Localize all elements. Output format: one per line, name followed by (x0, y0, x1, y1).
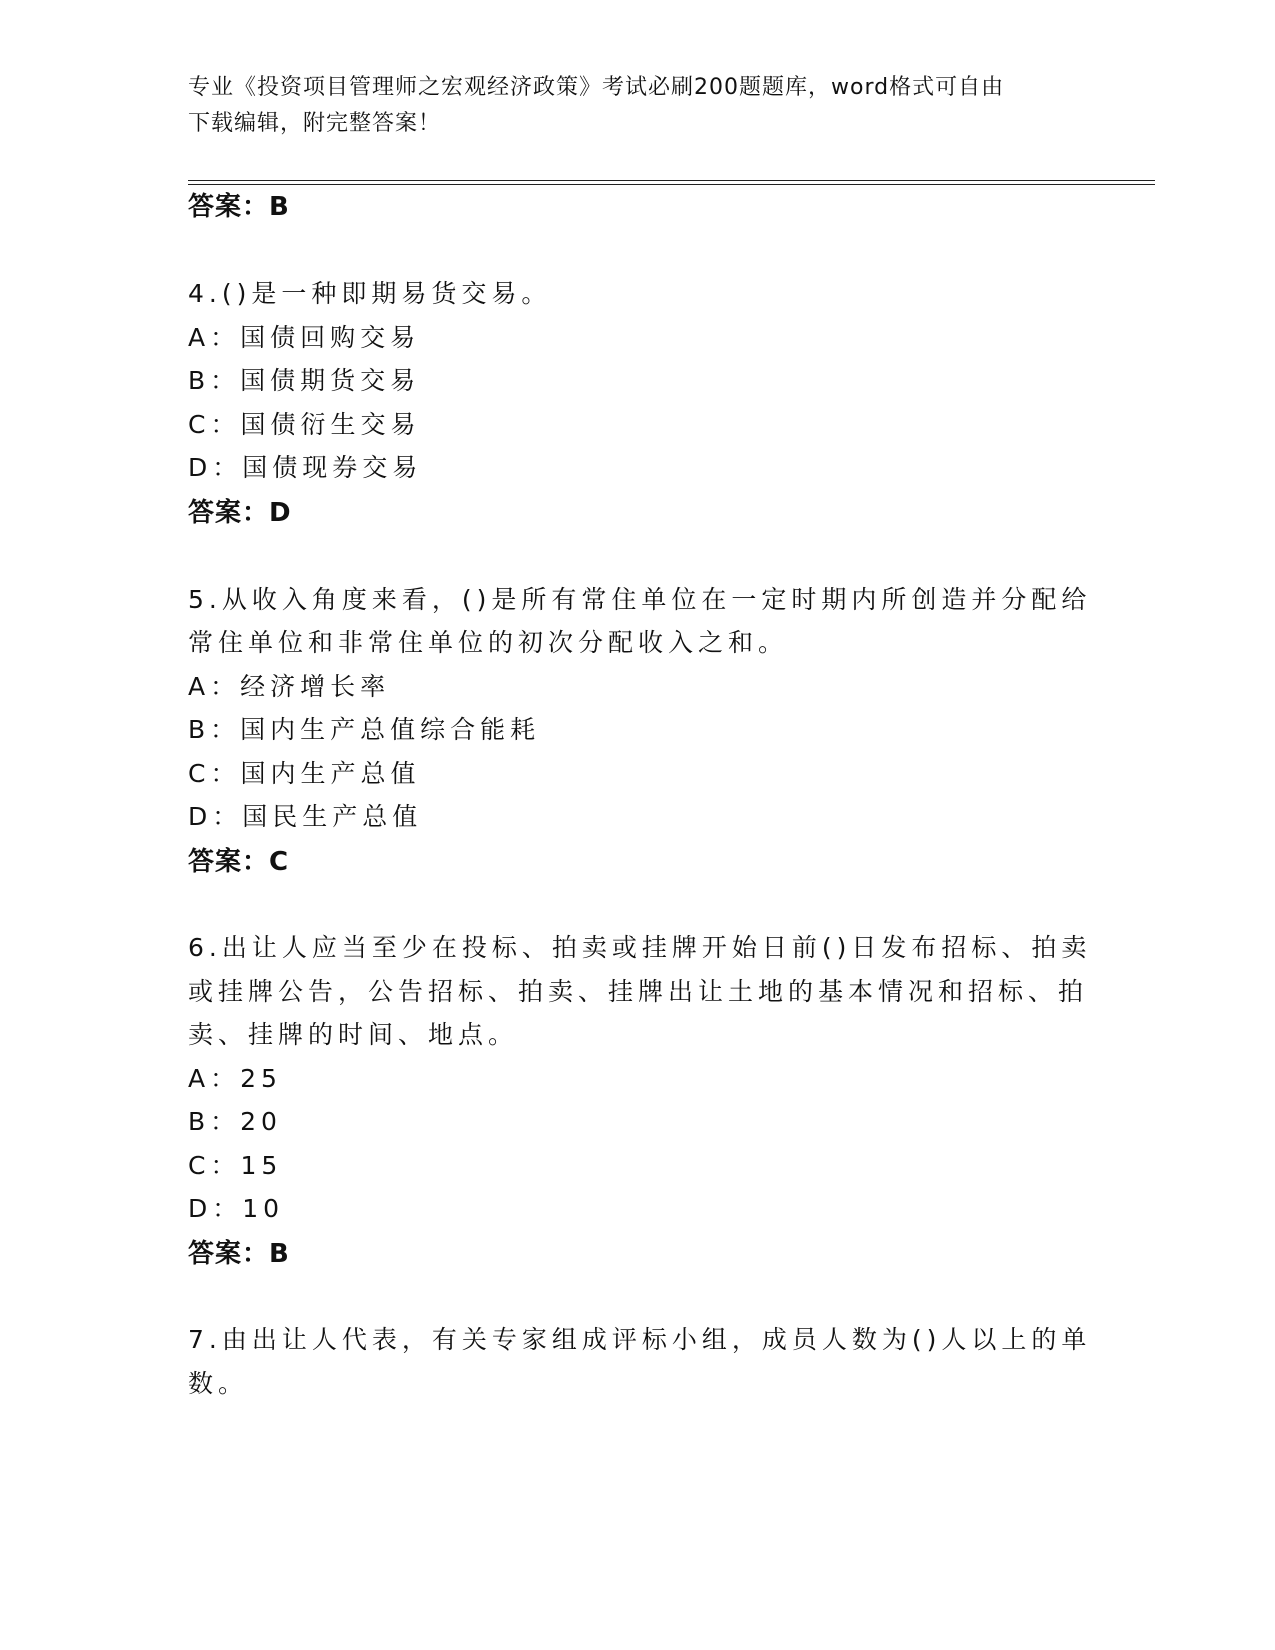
question-6-stem-line-3: 卖、挂牌的时间、地点。 (188, 1020, 519, 1049)
document-header (188, 70, 1068, 142)
question-6-stem-line-1: 6.出让人应当至少在投标、拍卖或挂牌开始日前()日发布招标、拍卖 (188, 933, 1092, 962)
question-4-option-b: B：国债期货交易 (188, 366, 421, 395)
header-line-2: 下载编辑，附完整答案！ (188, 111, 442, 136)
question-5-stem-line-2: 常住单位和非常住单位的初次分配收入之和。 (188, 628, 789, 657)
previous-answer: 答案：B (188, 192, 290, 222)
header-divider-bottom (188, 184, 1155, 185)
question-5-option-b: B：国内生产总值综合能耗 (188, 715, 541, 744)
question-7-stem-line-1: 7.由出让人代表，有关专家组成评标小组，成员人数为()人以上的单 (188, 1325, 1092, 1354)
question-4-option-d: D：国债现券交易 (188, 453, 423, 482)
question-5-option-c: C：国内生产总值 (188, 759, 421, 788)
question-6-answer: 答案：B (188, 1239, 290, 1269)
question-5-stem-line-1: 5.从收入角度来看，()是所有常住单位在一定时期内所创造并分配给 (188, 585, 1092, 614)
question-4-answer: 答案：D (188, 498, 292, 528)
question-6-stem-line-2: 或挂牌公告，公告招标、拍卖、挂牌出让土地的基本情况和招标、拍 (188, 977, 1089, 1006)
question-4-option-c: C：国债衍生交易 (188, 410, 421, 439)
question-5-answer: 答案：C (188, 847, 290, 877)
question-7-stem-line-2: 数。 (188, 1369, 249, 1398)
question-4-stem: 4.()是一种即期易货交易。 (188, 279, 552, 308)
header-line-1: 专业《投资项目管理师之宏观经济政策》考试必刷200题题库，word格式可自由 (188, 75, 1005, 100)
question-5-option-d: D：国民生产总值 (188, 802, 423, 831)
question-6-option-a: A：25 (188, 1064, 282, 1093)
header-divider-top (188, 180, 1155, 181)
question-4-option-a: A：国债回购交易 (188, 323, 421, 352)
question-6-option-c: C：15 (188, 1151, 283, 1180)
question-5-option-a: A：经济增长率 (188, 672, 391, 701)
question-6-option-b: B：20 (188, 1107, 282, 1136)
question-6-option-d: D：10 (188, 1194, 285, 1223)
